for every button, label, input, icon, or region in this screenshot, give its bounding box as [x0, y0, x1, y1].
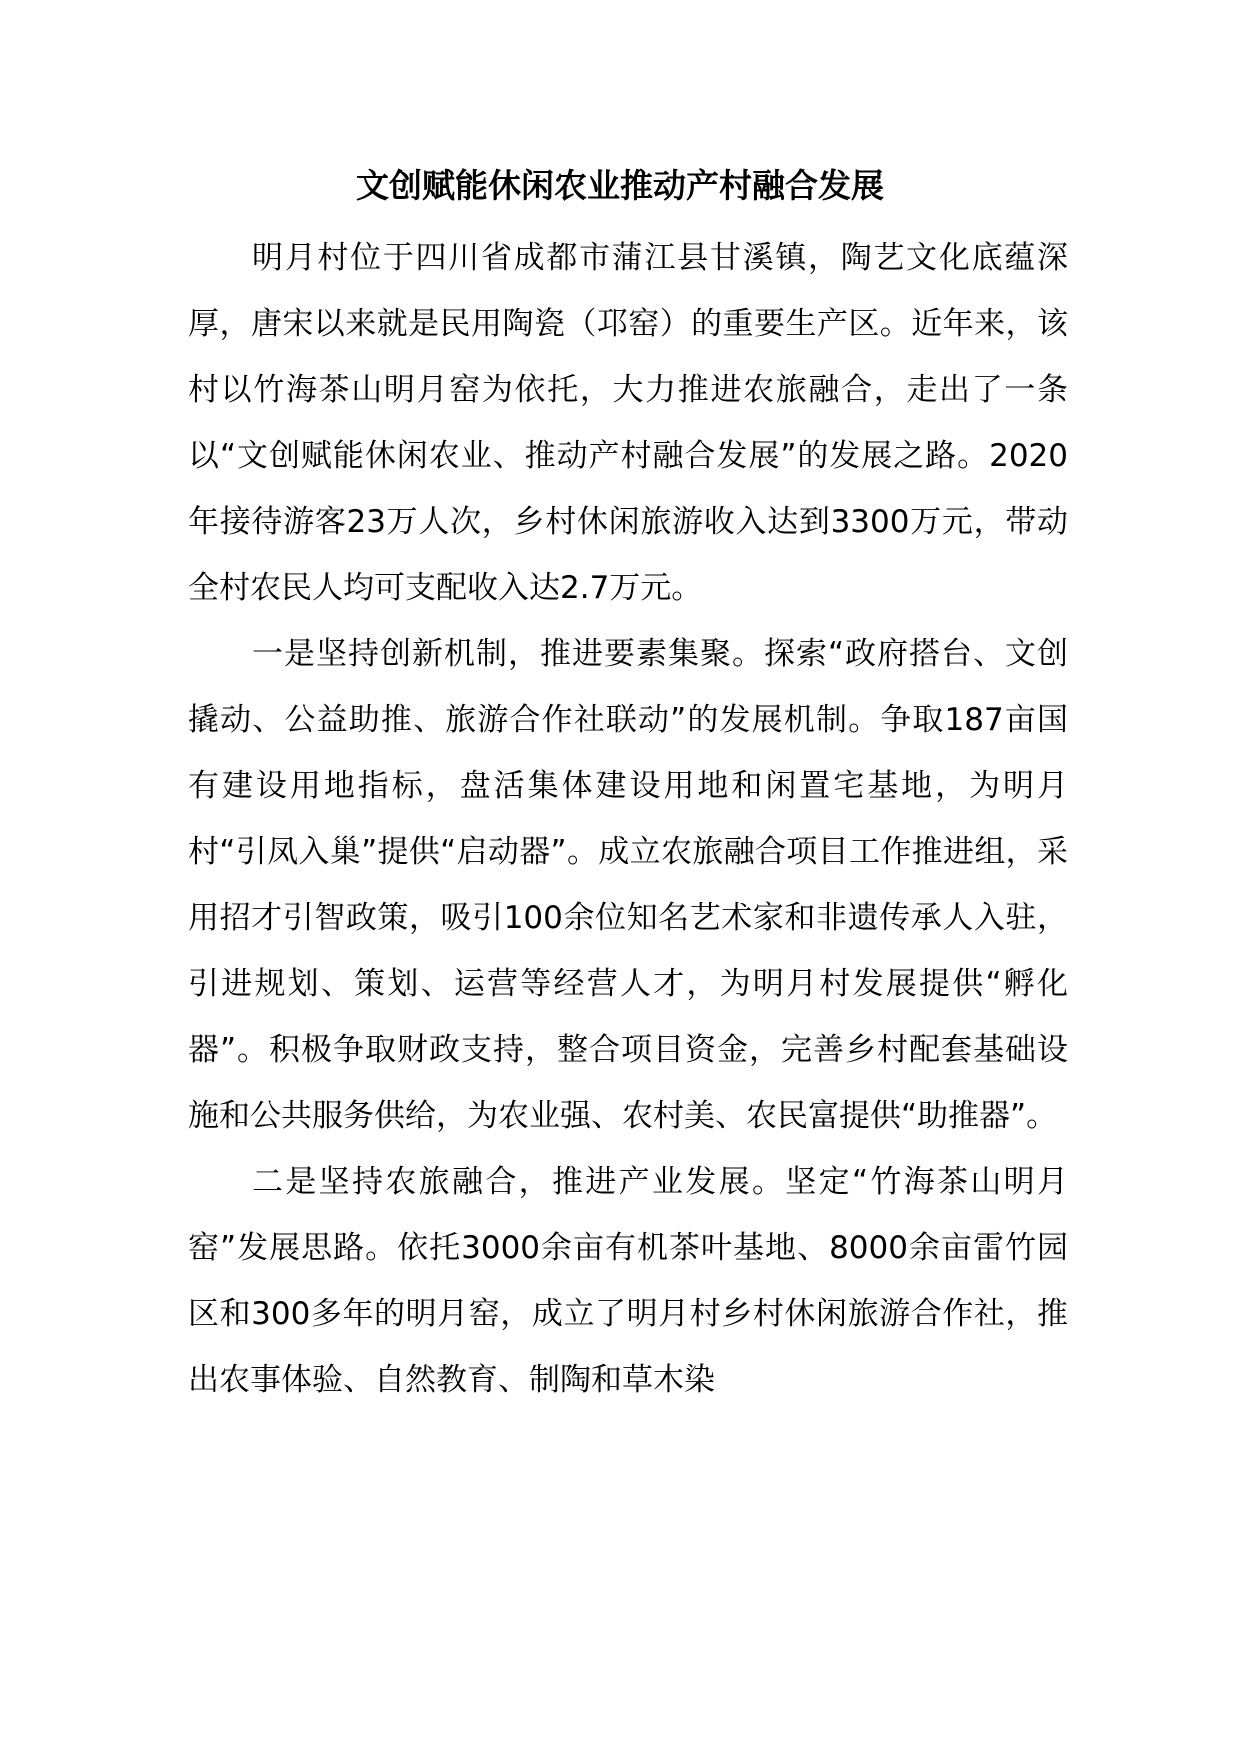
paragraph-agritourism: 二是坚持农旅融合，推进产业发展。坚定“竹海茶山明月窑”发展思路。依托3000余亩有机茶叶基地、8000余亩雷竹园区和300多年的明月窑，成立了明月村乡村休闲旅游合作社，推出农事体验、自然教育、制陶和草木染	[188, 1164, 1068, 1398]
document-body	[188, 225, 1068, 1413]
document-title: 文创赋能休闲农业推动产村融合发展	[356, 166, 884, 205]
paragraph-intro: 明月村位于四川省成都市蒲江县甘溪镇，陶艺文化底蕴深厚，唐宋以来就是民用陶瓷（邛窑）的重要生产区。近年来，该村以竹海茶山明月窑为依托，大力推进农旅融合，走出了一条以“文创赋能休闲农业、推动产村融合发展”的发展之路。2020年接待游客23万人次，乡村休闲旅游收入达到3300万元，带动全村农民人均可支配收入达2.7万元。	[188, 240, 1068, 606]
paragraph-mechanism: 一是坚持创新机制，推进要素集聚。探索“政府搭台、文创撬动、公益助推、旅游合作社联动”的发展机制。争取187亩国有建设用地指标，盘活集体建设用地和闲置宅基地，为明月村“引凤入巢”提供“启动器”。成立农旅融合项目工作推进组，采用招才引智政策，吸引100余位知名艺术家和非遗传承人入驻，引进规划、策划、运营等经营人才，为明月村发展提供“孵化器”。积极争取财政支持，整合项目资金，完善乡村配套基础设施和公共服务供给，为农业强、农村美、农民富提供“助推器”。	[188, 636, 1068, 1134]
